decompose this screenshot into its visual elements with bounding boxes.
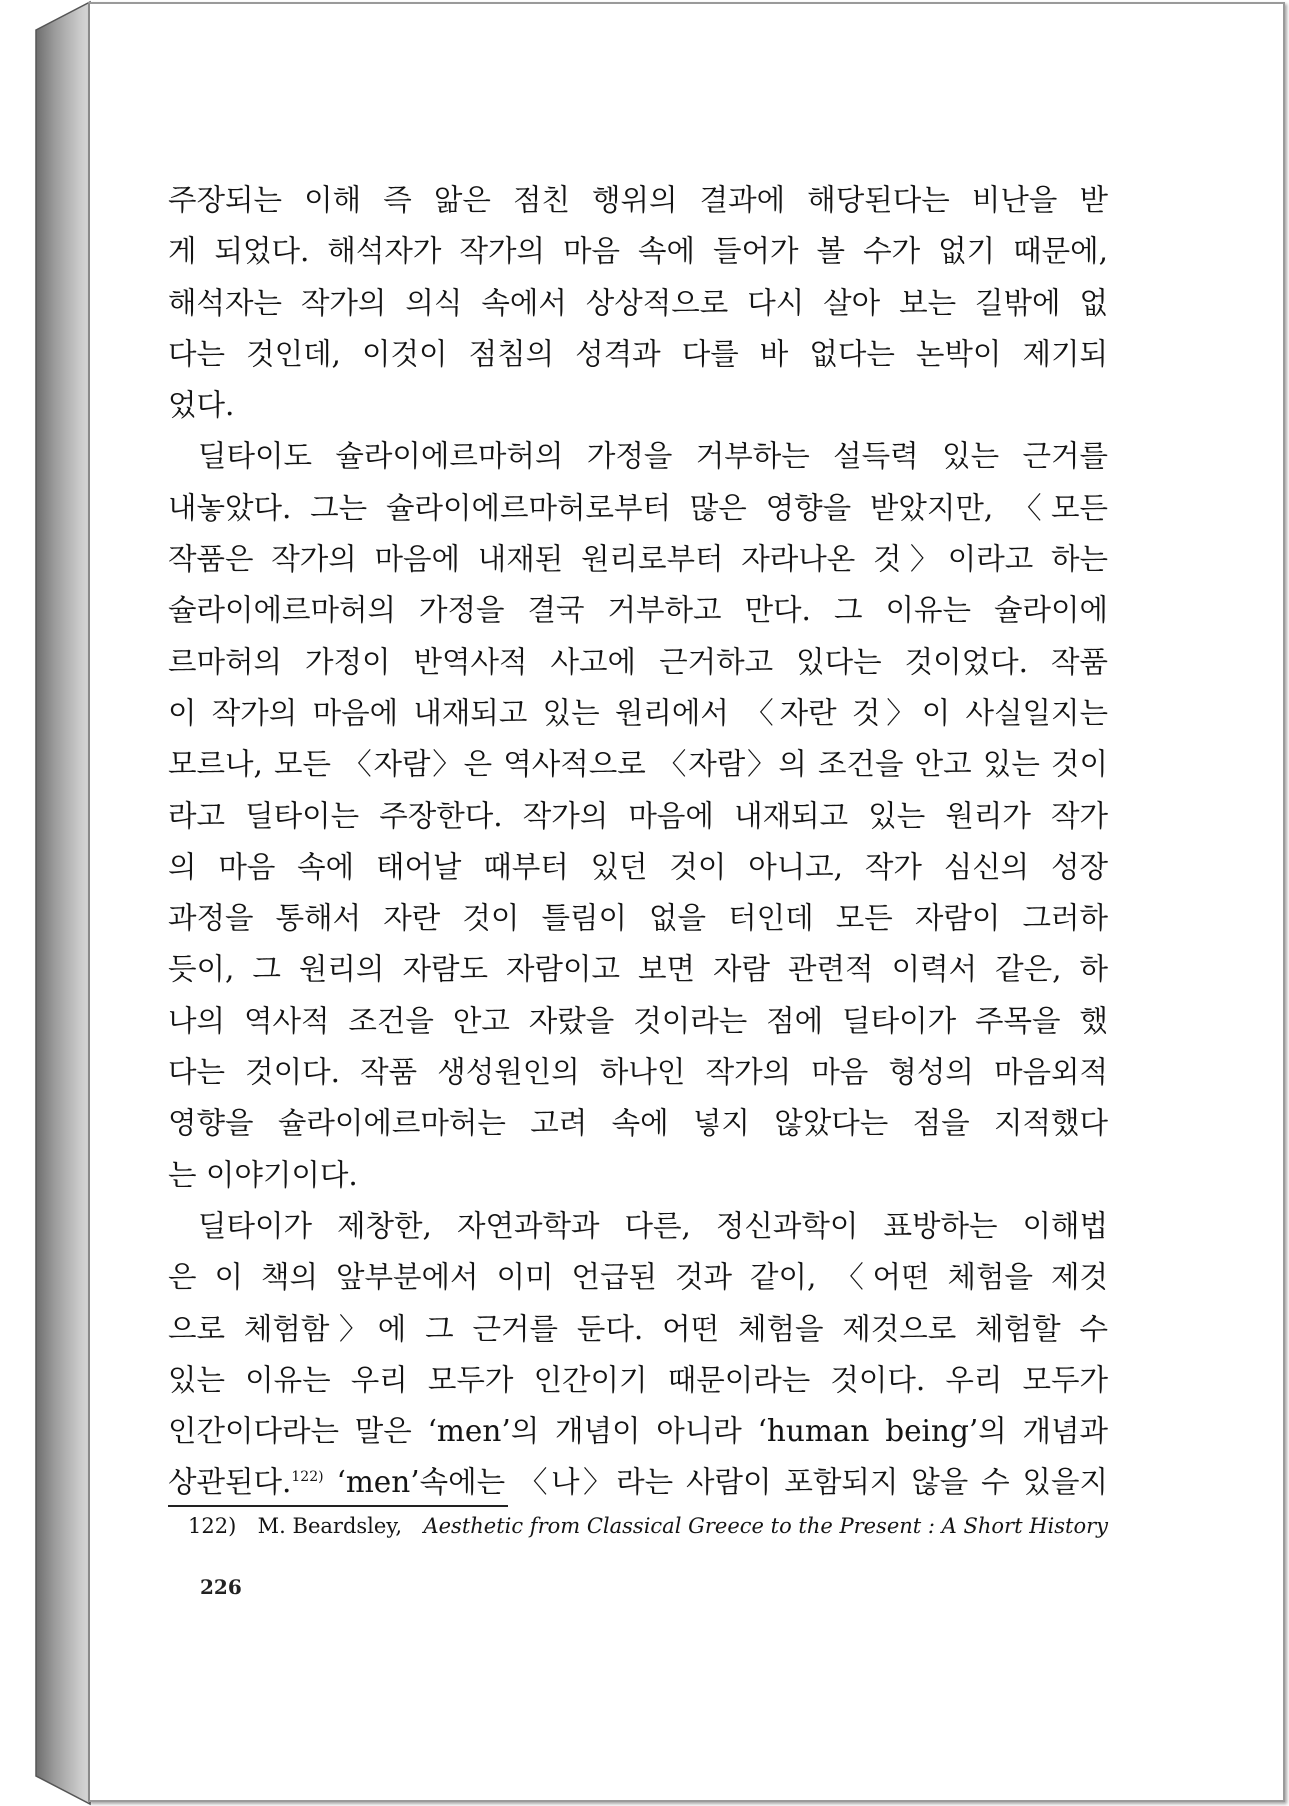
text-line: 다는 것이다. 작품 생성원인의 하나인 작가의 마음 형성의 마음외적 [168, 1055, 1108, 1090]
text-line: 해석자는 작가의 의식 속에서 상상적으로 다시 살아 보는 길밖에 없 [168, 285, 1108, 320]
text-line: 있는 이유는 우리 모두가 인간이기 때문이라는 것이다. 우리 모두가 [168, 1362, 1108, 1397]
text-line: 다는 것인데, 이것이 점침의 성격과 다를 바 없다는 논박이 제기되 [168, 336, 1108, 371]
text-line: 는 이야기이다. [168, 1157, 358, 1192]
footnote-divider [168, 1505, 508, 1507]
text-line: 으로 체험함〉에 그 근거를 둔다. 어떤 체험을 제것으로 체험할 수 [168, 1311, 1108, 1346]
text-segment: 상관된다. [168, 1465, 292, 1500]
footnote-work-title: Aesthetic from Classical Greece to the Present : A Short History [423, 1514, 1108, 1538]
text-line: 내놓았다. 그는 슐라이에르마허로부터 많은 영향을 받았지만, 〈모든 [168, 490, 1108, 525]
text-line: 라고 딜타이는 주장한다. 작가의 마음에 내재되고 있는 원리가 작가 [168, 798, 1108, 833]
body-text [168, 175, 1108, 1509]
text-line: 나의 역사적 조건을 안고 자랐을 것이라는 점에 딜타이가 주목을 했 [168, 1003, 1108, 1038]
text-line: 게 되었다. 해석자가 작가의 마음 속에 들어가 볼 수가 없기 때문에, [168, 234, 1108, 269]
footnote-number: 122) [188, 1514, 237, 1538]
text-line: 과정을 통해서 자란 것이 틀림이 없을 터인데 모든 자람이 그러하 [168, 901, 1108, 936]
page-number: 226 [200, 1575, 242, 1599]
text-line: 딜타이도 슐라이에르마허의 가정을 거부하는 설득력 있는 근거를 [198, 439, 1108, 474]
text-line: 주장되는 이해 즉 앎은 점친 행위의 결과에 해당된다는 비난을 받 [168, 183, 1108, 217]
footnote [188, 1514, 1108, 1538]
text-line: 은 이 책의 앞부분에서 이미 언급된 것과 같이, 〈어떤 체험을 제것 [168, 1260, 1108, 1295]
text-line: 듯이, 그 원리의 자람도 자람이고 보면 자람 관련적 이력서 같은, 하 [168, 952, 1108, 987]
text-line: 었다. [168, 388, 235, 423]
text-line: 르마허의 가정이 반역사적 사고에 근거하고 있다는 것이었다. 작품 [168, 644, 1108, 679]
text-line: 이 작가의 마음에 내재되고 있는 원리에서 〈자란 것〉이 사실일지는 [168, 695, 1108, 730]
text-line: 슐라이에르마허의 가정을 결국 거부하고 만다. 그 이유는 슐라이에 [168, 593, 1108, 628]
text-line: 모르나, 모든 〈자람〉은 역사적으로 〈자람〉의 조건을 안고 있는 것이 [168, 747, 1108, 782]
text-line: 작품은 작가의 마음에 내재된 원리로부터 자라나온 것〉이라고 하는 [168, 542, 1108, 577]
text-line: 딜타이가 제창한, 자연과학과 다른, 정신과학이 표방하는 이해법 [198, 1208, 1108, 1243]
text-line: 인간이다라는 말은 ‘men’의 개념이 아니라 ‘human being’의 개념과 [168, 1414, 1108, 1449]
text-segment: ‘men’속에는 〈나〉라는 사람이 포함되지 않을 수 있을지 [323, 1465, 1108, 1500]
text-line: 의 마음 속에 태어날 때부터 있던 것이 아니고, 작가 심신의 성장 [168, 849, 1108, 884]
text-line: 영향을 슐라이에르마허는 고려 속에 넣지 않았다는 점을 지적했다 [168, 1106, 1108, 1141]
footnote-author: M. Beardsley, [257, 1514, 403, 1538]
text-line-with-footnote [168, 1457, 1108, 1508]
footnote-reference: 122) [291, 1469, 324, 1486]
